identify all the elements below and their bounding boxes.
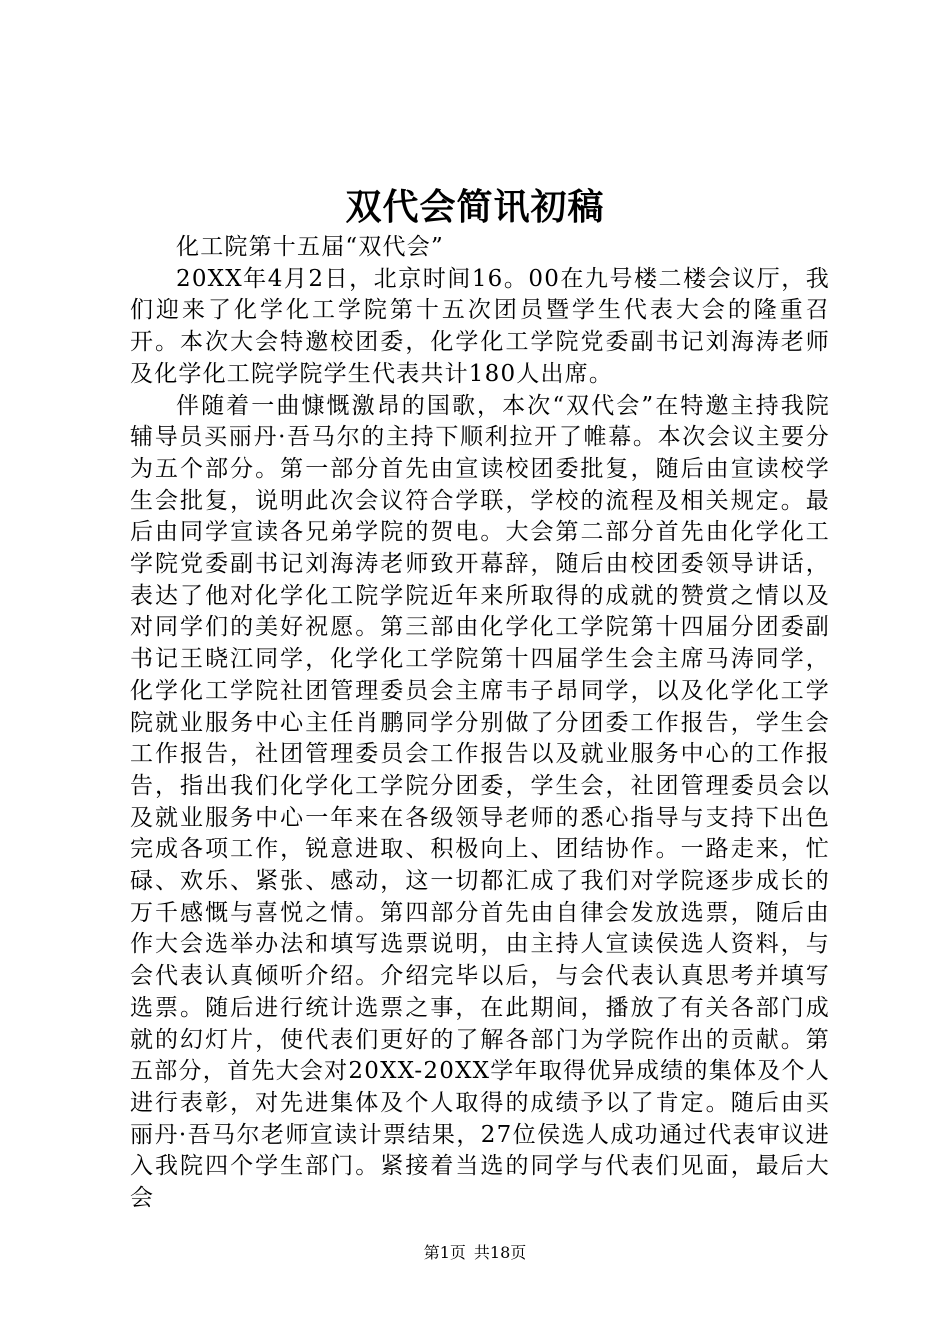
- page-total: 共18页: [473, 1243, 527, 1262]
- paragraph-intro: 20XX年4月2日，北京时间16。00在九号楼二楼会议厅，我们迎来了化学化工学院第十五次团员暨学生代表大会的隆重召开。本次大会特邀校团委，化学化工学院党委副书记刘海涛老师及化学化工院学院学生代表共计180人出席。: [130, 265, 830, 387]
- paragraph-heading: 化工院第十五届“双代会”: [176, 234, 444, 260]
- page-number: 第1页: [423, 1243, 466, 1262]
- document-body: [130, 232, 830, 1215]
- paragraph-main: 伴随着一曲慷慨激昂的国歌，本次“双代会”在特邀主持我院辅导员买丽丹·吾马尔的主持下顺利拉开了帷幕。本次会议主要分为五个部分。第一部分首先由宣读校团委批复，随后由宣读校学生会批复，说明此次会议符合学联，学校的流程及相关规定。最后由同学宣读各兄弟学院的贺电。大会第二部分首先由化学化工学院党委副书记刘海涛老师致开幕辞，随后由校团委领导讲话，表达了他对化学化工院学院近年来所取得的成就的赞赏之情以及对同学们的美好祝愿。第三部由化学化工学院第十四届分团委副书记王晓江同学，化学化工学院第十四届学生会主席马涛同学，化学化工学院社团管理委员会主席韦子昂同学，以及化学化工学院就业服务中心主任肖鹏同学分别做了分团委工作报告，学生会工作报告，社团管理委员会工作报告以及就业服务中心的工作报告，指出我们化学化工学院分团委，学生会，社团管理委员会以及就业服务中心一年来在各级领导老师的悉心指导与支持下出色完成各项工作，锐意进取、积极向上、团结协作。一路走来，忙碌、欢乐、紧张、感动，这一切都汇成了我们对学院逐步成长的万千感慨与喜悦之情。第四部分首先由自律会发放选票，随后由作大会选举办法和填写选票说明，由主持人宣读侯选人资料，与会代表认真倾听介绍。介绍完毕以后，与会代表认真思考并填写选票。随后进行统计选票之事，在此期间，播放了有关各部门成就的幻灯片，使代表们更好的了解各部门为学院作出的贡献。第五部分，首先大会对20XX-20XX学年取得优异成绩的集体及个人进行表彰，对先进集体及个人取得的成绩予以了肯定。随后由买丽丹·吾马尔老师宣读计票结果，27位侯选人成功通过代表审议进入我院四个学生部门。紧接着当选的同学与代表们见面，最后大会: [130, 392, 830, 1212]
- page-footer: [0, 1242, 950, 1264]
- document-title: 双代会简讯初稿: [345, 186, 605, 228]
